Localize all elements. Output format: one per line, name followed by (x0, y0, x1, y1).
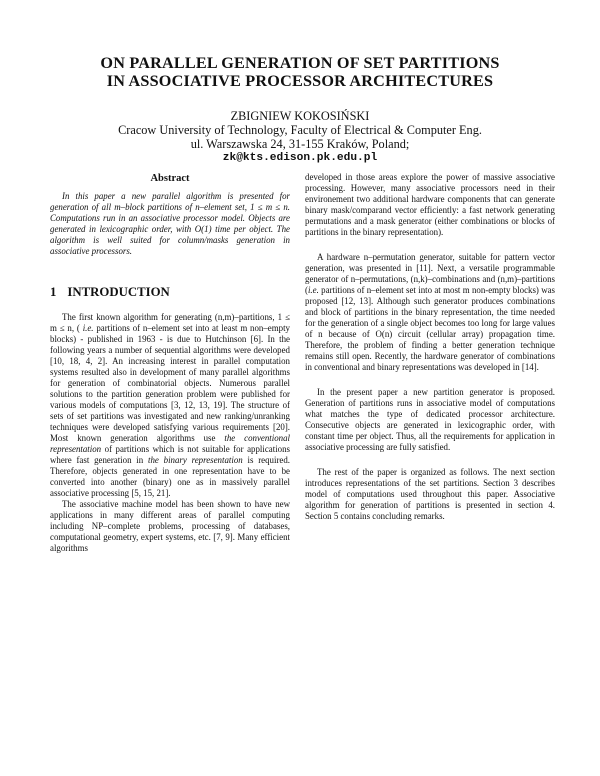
section-number: 1 (50, 285, 57, 299)
intro-p1-text-d: is required. Therefore, objects generated in one representation have to be converted into another (binary) one as in massively parallel associative processing [5, 15, 21]. (50, 455, 290, 498)
abstract-heading: Abstract (150, 173, 190, 184)
author-affiliation: Cracow University of Technology, Faculty of Electrical & Computer Eng. (118, 123, 482, 137)
author-block (60, 109, 540, 165)
right-paragraph-1 (305, 172, 555, 238)
author-name: ZBIGNIEW KOKOSIŃSKI (230, 109, 370, 123)
intro-paragraph-2 (50, 499, 290, 554)
intro-p1-binary-representation: the binary representation (148, 455, 243, 465)
left-column (50, 172, 290, 554)
right-p4-text: The rest of the paper is organized as follows. The next section introduces representations of the set partitions. Section 3 describes model of computations used throughout this paper. Associative algorithm for generation of partitions is presented in section 4. Section 5 contains concluding remarks. (305, 467, 555, 521)
section-title: INTRODUCTION (67, 285, 170, 299)
intro-paragraph-1 (50, 312, 290, 499)
abstract-body: In this paper a new parallel algorithm is presented for generation of all m–block partitions of n–element set, 1 ≤ m ≤ n. Computations run in an associative processor model. Objects are generated in lexicographic order, with O(1) time per object. The algorithm is well suited for column/masks generation in associative processors. (50, 191, 290, 256)
right-paragraph-4 (305, 467, 555, 522)
right-p2-text-a: A hardware n–permutation generator, suitable for pattern vector generation, was presented in [11]. Next, a versatile programmable generator of n–permutations, (n,k)–combinations and (n,m)–partitions ( (305, 252, 555, 295)
title-line-2: IN ASSOCIATIVE PROCESSOR ARCHITECTURES (106, 72, 494, 90)
title-line-1: ON PARALLEL GENERATION OF SET PARTITIONS (100, 54, 500, 72)
intro-p1-text-c: of partitions which is not suitable for applications where fast generation in (50, 444, 290, 465)
right-paragraph-3 (305, 387, 555, 453)
right-paragraph-2 (305, 252, 555, 373)
intro-p2-text: The associative machine model has been shown to have new applications in many different areas of parallel computing including NP–complete problems, processing of databases, computational geometry, expert systems, etc. [7, 9]. Many efficient algorithms (50, 499, 290, 553)
intro-p1-ie: i.e. (82, 323, 94, 333)
paper-title (60, 54, 540, 90)
author-email: zk@kts.edison.pk.edu.pl (222, 152, 378, 164)
intro-p1-text-a: The first known algorithm for generating (n,m)–partitions, 1 ≤ m ≤ n, ( (50, 312, 290, 333)
right-p2-ie: i.e. (307, 285, 319, 295)
right-p3-text: In the present paper a new partition generator is proposed. Generation of partitions runs in associative model of computations what matches the type of dedicated processor architecture. Consecutive objects are generated in lexicographic order, with constant time per object. Thus, all the requirements for application in associative processing are fully satisfied. (305, 387, 555, 452)
intro-p1-conventional-representation: the conventional representation (50, 433, 290, 454)
abstract-text (50, 191, 290, 257)
author-address: ul. Warszawska 24, 31-155 Kraków, Poland; (190, 137, 410, 151)
section-heading-introduction (50, 285, 290, 300)
right-p2-text-b: partitions of n–element set into at most m non-empty blocks) was proposed [12, 13]. Although such generator produces combinations and block of partitions in the binary representation, the time needed for the generation of a single object becomes too long for large values of n because of O(n) circuit (cellular array) propagation time. Therefore, the problem of finding a better generation technique remains still open. Recently, the hardware generator of combinations in conventional and binary representations was developed in [14]. (305, 285, 555, 372)
right-column (305, 172, 555, 522)
intro-p1-text-b: partitions of n–element set into at least m non–empty blocks) - published in 1963 - is due to Hutchinson [6]. In the following years a number of sequential algorithms were developed [10, 18, 4, 2]. An increasing interest in parallel computation systems resulted also in development of many parallel algorithms for generation of combinatorial objects. Numerous parallel solutions to the partition generation problem were published for various models of computations [3, 12, 13, 19]. The structure of sets of set partitions was investigated and new ranking/unranking techniques were developed satisfying various requirements [20]. Most known generation algorithms use (50, 323, 290, 443)
right-p1-text: developed in those areas explore the power of massive associative processing. However, many associative processors need in their environement two additional hardware components that can generate binary mask/comparand vector efficiently: a fast network generating permutations and a mask generator (either combinations or blocks of partitions in the binary representation). (305, 172, 555, 237)
